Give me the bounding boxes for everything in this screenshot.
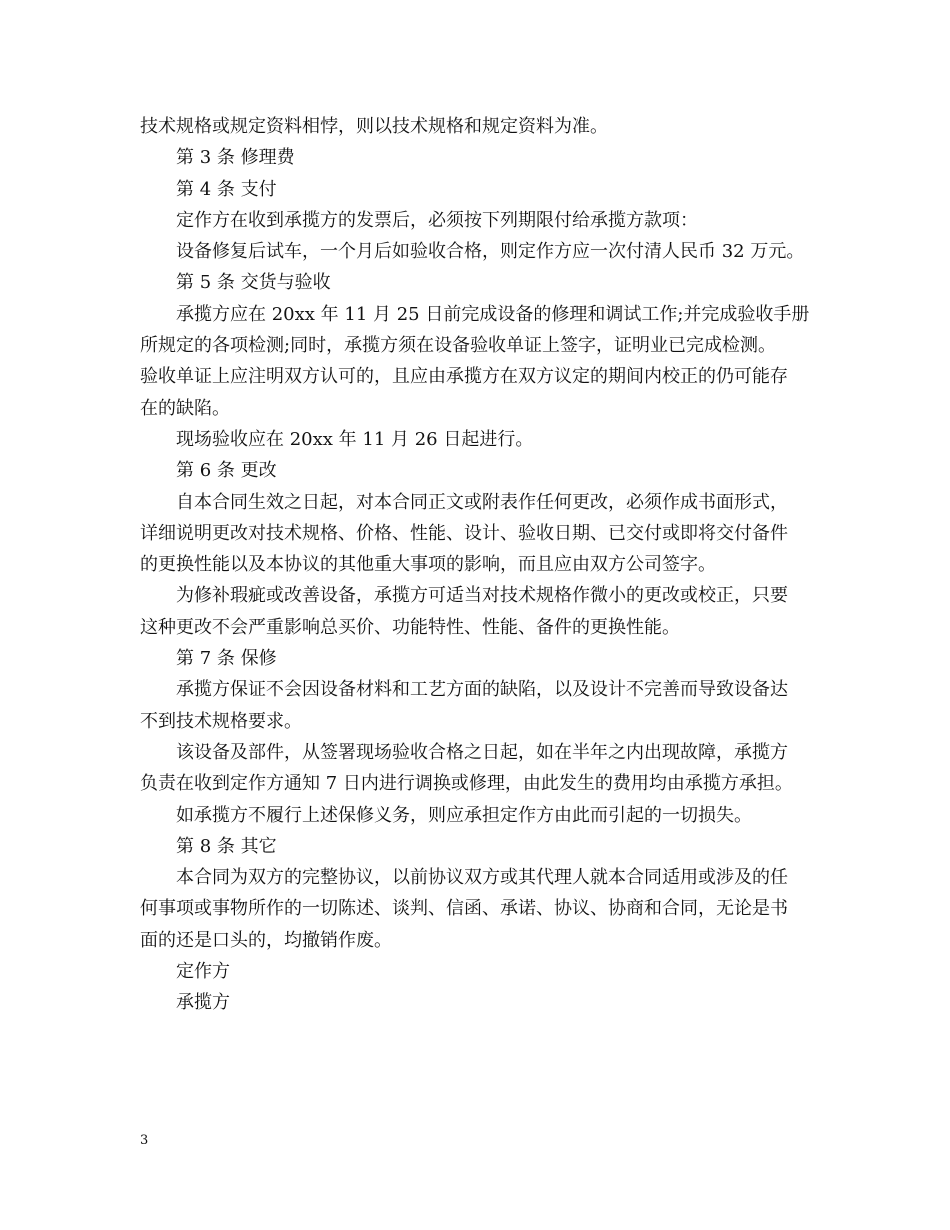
text-line: 承揽方: [176, 992, 230, 1014]
text-line: 这种更改不会严重影响总买价、功能特性、性能、备件的更换性能。: [140, 616, 680, 638]
text-line: 第 4 条 支付: [176, 178, 277, 200]
text-line: 第 3 条 修理费: [176, 147, 295, 169]
text-line: 第 7 条 保修: [176, 648, 277, 670]
text-line: 定作方: [176, 961, 230, 983]
text-line: 何事项或事物所作的一切陈述、谈判、信函、承诺、协议、协商和合同，无论是书: [140, 898, 788, 920]
text-line: 现场验收应在 20xx 年 11 月 26 日起进行。: [176, 428, 534, 450]
text-line: 详细说明更改对技术规格、价格、性能、设计、验收日期、已交付或即将交付备件: [140, 522, 788, 544]
text-line: 该设备及部件，从签署现场验收合格之日起，如在半年之内出现故障，承揽方: [176, 741, 788, 763]
text-line: 如承揽方不履行上述保修义务，则应承担定作方由此而引起的一切损失。: [176, 804, 752, 826]
text-line: 不到技术规格要求。: [140, 710, 302, 732]
text-line: 自本合同生效之日起，对本合同正文或附表作任何更改，必须作成书面形式，: [176, 491, 788, 513]
text-line: 定作方在收到承揽方的发票后，必须按下列期限付给承揽方款项：: [176, 209, 698, 231]
text-line: 所规定的各项检测;同时，承揽方须在设备验收单证上签字，证明业已完成检测。: [140, 335, 777, 357]
text-line: 负责在收到定作方通知 7 日内进行调换或修理，由此发生的费用均由承揽方承担。: [140, 773, 793, 795]
page-number: 3: [140, 1133, 149, 1148]
text-line: 在的缺陷。: [140, 397, 230, 419]
text-line: 第 5 条 交货与验收: [176, 272, 331, 294]
text-line: 为修补瑕疵或改善设备，承揽方可适当对技术规格作微小的更改或校正，只要: [176, 585, 788, 607]
text-line: 承揽方保证不会因设备材料和工艺方面的缺陷，以及设计不完善而导致设备达: [176, 679, 788, 701]
text-line: 验收单证上应注明双方认可的，且应由承揽方在双方议定的期间内校正的仍可能存: [140, 366, 788, 388]
text-line: 第 6 条 更改: [176, 460, 277, 482]
text-line: 本合同为双方的完整协议，以前协议双方或其代理人就本合同适用或涉及的任: [176, 867, 788, 889]
document-body: [140, 111, 812, 1019]
text-line: 技术规格或规定资料相悖，则以技术规格和规定资料为准。: [140, 116, 608, 137]
text-line: 面的还是口头的，均撤销作废。: [140, 929, 392, 951]
text-line: 第 8 条 其它: [176, 835, 277, 857]
text-line: 的更换性能以及本协议的其他重大事项的影响，而且应由双方公司签字。: [140, 554, 716, 576]
text-line: 设备修复后试车，一个月后如验收合格，则定作方应一次付清人民币 32 万元。: [176, 241, 805, 263]
text-line: 承揽方应在 20xx 年 11 月 25 日前完成设备的修理和调试工作;并完成验收手册: [176, 303, 810, 325]
